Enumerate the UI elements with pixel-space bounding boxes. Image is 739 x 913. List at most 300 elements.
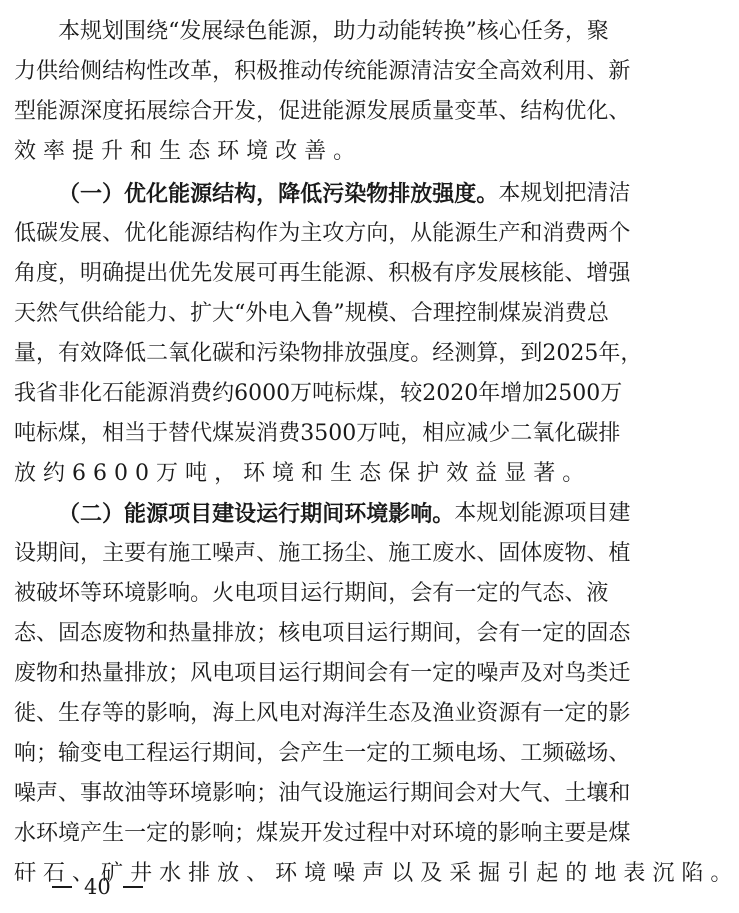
- text-char: 确: [102, 261, 125, 286]
- text-char: 、: [586, 541, 609, 566]
- text-char: 和: [301, 461, 331, 486]
- text-char: 展: [234, 261, 257, 286]
- text-char: 合: [410, 301, 433, 326]
- text-char: 有: [146, 541, 169, 566]
- text-char: 炭: [278, 821, 301, 846]
- text-char: 生: [330, 461, 360, 486]
- text-char: 发: [212, 261, 235, 286]
- heading-char: 建: [212, 501, 235, 527]
- text-char: 频: [432, 741, 455, 766]
- text-char: 结: [102, 59, 125, 84]
- text-char: 陷: [681, 861, 711, 886]
- text-char: 一: [344, 741, 367, 766]
- text-char: 增: [586, 261, 609, 286]
- text-char: 迁: [608, 661, 631, 686]
- text-char: 、: [102, 221, 125, 246]
- text-char: 固: [586, 621, 609, 646]
- text-char: 核: [476, 19, 499, 44]
- heading-char: （: [58, 501, 81, 527]
- text-char: 气: [300, 781, 323, 806]
- heading-char: 环: [344, 501, 367, 527]
- text-char: 变: [454, 99, 477, 124]
- page-footer: [40, 872, 155, 902]
- heading-char: 染: [344, 181, 367, 207]
- text-char: 态: [188, 139, 218, 164]
- text-char: 和: [234, 341, 257, 366]
- text-char: 。: [190, 581, 213, 606]
- text-char: 矸: [14, 861, 44, 886]
- text-char: 热: [168, 621, 191, 646]
- text-char: 水: [14, 821, 37, 846]
- text-char: 本: [454, 501, 477, 526]
- text-char: 存: [80, 701, 103, 726]
- text-char: 气: [520, 781, 543, 806]
- text-char: 壤: [586, 781, 609, 806]
- text-char: 型: [14, 99, 37, 124]
- text-char: 展: [388, 99, 411, 124]
- text-char: 模: [366, 301, 389, 326]
- text-char: 化: [146, 221, 169, 246]
- text-char: 极: [410, 261, 433, 286]
- text-char: 、: [36, 701, 59, 726]
- text-char: 消: [256, 421, 279, 446]
- text-char: 开: [300, 821, 323, 846]
- text-char: 期: [344, 581, 367, 606]
- text-char: 能: [124, 301, 147, 326]
- text-char: 氧: [532, 421, 555, 446]
- text-char: 起: [536, 861, 566, 886]
- text-char: ，: [311, 19, 334, 44]
- text-char: 2025: [542, 341, 599, 366]
- text-char: 务: [542, 19, 565, 44]
- text-char: 积: [234, 59, 257, 84]
- text-char: 合: [190, 99, 213, 124]
- text-line: [14, 54, 631, 90]
- text-char: 明: [80, 261, 103, 286]
- heading-char: 能: [168, 181, 191, 207]
- text-char: 响: [520, 821, 543, 846]
- text-line: [58, 496, 631, 532]
- text-char: 间: [366, 581, 389, 606]
- text-line: [14, 256, 631, 292]
- text-line: [14, 416, 621, 452]
- text-char: 设: [14, 541, 37, 566]
- text-char: 一: [542, 701, 565, 726]
- text-char: 、: [498, 99, 521, 124]
- text-char: 生: [102, 821, 125, 846]
- text-char: 及: [410, 701, 433, 726]
- text-char: 体: [520, 541, 543, 566]
- text-char: 约: [43, 461, 73, 486]
- text-char: ；: [256, 781, 279, 806]
- text-char: 电: [278, 701, 301, 726]
- text-char: 核: [278, 621, 301, 646]
- text-char: 标: [334, 381, 357, 406]
- text-char: 境: [124, 581, 147, 606]
- text-char: 海: [322, 701, 345, 726]
- text-char: 期: [410, 621, 433, 646]
- text-char: 年: [598, 341, 621, 366]
- text-char: 过: [344, 821, 367, 846]
- text-char: 定: [542, 621, 565, 646]
- text-char: 清: [410, 59, 433, 84]
- text-char: 响: [168, 581, 191, 606]
- text-char: 化: [190, 341, 213, 366]
- text-char: 度: [102, 99, 125, 124]
- text-char: 改: [275, 139, 305, 164]
- text-char: 表: [623, 861, 653, 886]
- text-char: 省: [36, 381, 59, 406]
- text-char: 物: [36, 661, 59, 686]
- text-char: 性: [146, 59, 169, 84]
- text-char: 电: [234, 581, 257, 606]
- text-char: 期: [322, 661, 345, 686]
- text-char: 采: [449, 861, 479, 886]
- text-char: 标: [36, 421, 59, 446]
- text-char: 优: [124, 221, 147, 246]
- text-char: 源: [388, 59, 411, 84]
- text-line: [14, 536, 631, 572]
- text-char: 会: [366, 661, 389, 686]
- text-char: ”: [465, 19, 477, 44]
- text-char: 和: [58, 661, 81, 686]
- text-char: 源: [542, 501, 565, 526]
- text-char: 的: [586, 701, 609, 726]
- text-char: 费: [564, 221, 587, 246]
- heading-char: ）: [102, 181, 125, 207]
- text-char: 效: [446, 461, 476, 486]
- text-char: 善: [304, 139, 334, 164]
- text-char: 电: [454, 741, 477, 766]
- text-char: 声: [362, 861, 392, 886]
- text-char: 要: [124, 541, 147, 566]
- page-number: 40: [84, 875, 111, 899]
- text-char: 频: [542, 741, 565, 766]
- text-char: 二: [146, 341, 169, 366]
- text-char: 影: [146, 581, 169, 606]
- text-char: 风: [190, 661, 213, 686]
- text-char: 吨: [312, 381, 335, 406]
- text-char: 的: [454, 661, 477, 686]
- text-char: 电: [212, 661, 235, 686]
- text-char: 定: [432, 661, 455, 686]
- text-char: 质: [410, 99, 433, 124]
- text-char: 构: [542, 99, 565, 124]
- text-char: 场: [476, 741, 499, 766]
- text-char: 碳: [212, 341, 235, 366]
- text-char: 影: [608, 701, 631, 726]
- text-char: 以: [391, 861, 421, 886]
- text-char: 色: [245, 19, 268, 44]
- text-line: [14, 296, 609, 332]
- text-char: 煤: [58, 421, 81, 446]
- text-char: ，: [378, 381, 401, 406]
- text-char: 加: [522, 381, 545, 406]
- text-char: 再: [278, 261, 301, 286]
- text-char: 噪: [212, 541, 235, 566]
- text-char: 本: [498, 181, 521, 206]
- text-char: 护: [417, 461, 447, 486]
- text-char: 会: [454, 781, 477, 806]
- text-char: 费: [190, 381, 213, 406]
- heading-char: 期: [300, 501, 323, 527]
- text-char: 环: [432, 821, 455, 846]
- text-char: 源: [146, 381, 169, 406]
- text-char: 、: [564, 581, 587, 606]
- text-char: 要: [564, 821, 587, 846]
- text-char: 然: [36, 301, 59, 326]
- text-char: 施: [168, 541, 191, 566]
- text-char: 划: [102, 19, 125, 44]
- text-char: ，: [212, 59, 235, 84]
- text-char: 放: [344, 341, 367, 366]
- text-char: 影: [212, 781, 235, 806]
- text-char: 、: [72, 861, 102, 886]
- text-char: 对: [410, 821, 433, 846]
- text-char: 设: [322, 781, 345, 806]
- text-char: 主: [542, 821, 565, 846]
- text-char: 大: [212, 301, 235, 326]
- text-char: 资: [476, 701, 499, 726]
- text-char: 煤: [212, 421, 235, 446]
- text-char: 相: [422, 421, 445, 446]
- text-char: 排: [322, 341, 345, 366]
- text-char: 为: [278, 221, 301, 246]
- text-char: 深: [80, 99, 103, 124]
- text-char: 源: [454, 221, 477, 246]
- text-char: 化: [554, 421, 577, 446]
- text-char: 目: [586, 501, 609, 526]
- text-char: 声: [234, 541, 257, 566]
- text-char: 态: [359, 461, 389, 486]
- text-char: 染: [278, 341, 301, 366]
- text-char: 行: [388, 621, 411, 646]
- text-char: 主: [300, 221, 323, 246]
- text-char: 对: [300, 701, 323, 726]
- text-char: 沉: [652, 861, 682, 886]
- text-char: 费: [564, 301, 587, 326]
- footer-dash-left: [52, 886, 72, 888]
- text-char: 作: [256, 221, 279, 246]
- text-char: 排: [598, 421, 621, 446]
- text-char: 力: [146, 301, 169, 326]
- heading-char: 境: [366, 501, 389, 527]
- text-char: 矿: [101, 861, 131, 886]
- text-char: 类: [586, 661, 609, 686]
- text-char: 侧: [80, 59, 103, 84]
- text-char: 破: [36, 581, 59, 606]
- text-char: 排: [212, 621, 235, 646]
- text-char: 构: [124, 59, 147, 84]
- heading-char: 优: [124, 181, 147, 207]
- text-char: 定: [146, 821, 169, 846]
- text-char: 展: [146, 99, 169, 124]
- text-char: 制: [476, 301, 499, 326]
- text-char: 生: [322, 741, 345, 766]
- text-char: 一: [454, 581, 477, 606]
- text-char: 控: [454, 301, 477, 326]
- text-char: 扩: [190, 301, 213, 326]
- text-char: 外: [245, 301, 268, 326]
- text-char: 度: [388, 341, 411, 366]
- text-char: 间: [234, 741, 257, 766]
- text-char: 效: [520, 59, 543, 84]
- text-char: 能: [520, 501, 543, 526]
- text-char: 率: [43, 139, 73, 164]
- text-char: 、: [366, 261, 389, 286]
- text-char: 工: [190, 541, 213, 566]
- text-char: 运: [168, 741, 191, 766]
- text-char: 规: [520, 181, 543, 206]
- text-char: 年: [478, 381, 501, 406]
- text-char: 开: [212, 99, 235, 124]
- text-char: 间: [432, 781, 455, 806]
- text-char: 量: [432, 99, 455, 124]
- text-char: 入: [289, 301, 312, 326]
- text-char: “: [234, 301, 246, 326]
- text-char: ；: [256, 621, 279, 646]
- text-char: 。: [333, 139, 363, 164]
- heading-char: 度: [454, 181, 477, 207]
- text-char: 境: [304, 861, 334, 886]
- text-char: 我: [14, 381, 37, 406]
- text-char: 2020: [422, 381, 479, 406]
- heading-char: 运: [256, 501, 279, 527]
- heading-char: 行: [278, 501, 301, 527]
- text-char: 、: [246, 861, 276, 886]
- heading-char: 。: [432, 501, 455, 527]
- text-char: ，: [498, 341, 521, 366]
- text-char: 洋: [344, 701, 367, 726]
- text-char: 运: [366, 621, 389, 646]
- text-char: 植: [608, 541, 631, 566]
- text-char: 的: [388, 741, 411, 766]
- text-char: 有: [498, 621, 521, 646]
- text-char: 环: [275, 861, 305, 886]
- text-char: 生: [300, 261, 323, 286]
- text-char: 项: [234, 661, 257, 686]
- text-char: 一: [124, 821, 147, 846]
- text-char: 境: [272, 461, 302, 486]
- text-char: 全: [476, 59, 499, 84]
- text-char: 划: [542, 181, 565, 206]
- text-char: 鲁: [311, 301, 334, 326]
- text-char: 运: [278, 661, 301, 686]
- text-char: 规: [344, 301, 367, 326]
- text-char: 改: [168, 59, 191, 84]
- text-line: [14, 696, 631, 732]
- text-char: 对: [476, 781, 499, 806]
- text-char: 引: [507, 861, 537, 886]
- text-char: 量: [14, 341, 37, 366]
- text-char: 输: [58, 741, 81, 766]
- text-char: 坏: [58, 581, 81, 606]
- text-char: 展: [80, 221, 103, 246]
- text-char: 运: [300, 581, 323, 606]
- text-char: 安: [454, 59, 477, 84]
- heading-char: 目: [190, 501, 213, 527]
- text-char: 能: [124, 381, 147, 406]
- text-char: 方: [344, 221, 367, 246]
- text-char: 放: [14, 461, 44, 486]
- text-char: 主: [102, 541, 125, 566]
- text-char: 期: [410, 781, 433, 806]
- text-char: 进: [300, 99, 323, 124]
- text-char: 煤: [608, 821, 631, 846]
- text-char: 响: [234, 781, 257, 806]
- text-char: 放: [146, 661, 169, 686]
- text-char: 声: [498, 661, 521, 686]
- text-line: [58, 176, 631, 212]
- text-char: 革: [476, 99, 499, 124]
- text-char: 间: [58, 541, 81, 566]
- text-char: 项: [256, 581, 279, 606]
- text-char: 石: [102, 381, 125, 406]
- text-char: 两: [586, 221, 609, 246]
- text-char: 传: [322, 59, 345, 84]
- text-char: 影: [190, 821, 213, 846]
- text-char: 事: [80, 781, 103, 806]
- text-char: 、: [388, 301, 411, 326]
- text-char: 有: [388, 661, 411, 686]
- text-char: 环: [168, 781, 191, 806]
- text-char: ，: [214, 461, 244, 486]
- heading-char: 物: [366, 181, 389, 207]
- text-char: 效: [14, 139, 44, 164]
- text-char: 气: [58, 301, 81, 326]
- text-char: ，: [256, 741, 279, 766]
- text-char: 及: [420, 861, 450, 886]
- text-char: 能: [542, 261, 565, 286]
- heading-char: 设: [234, 501, 257, 527]
- heading-char: 响: [410, 501, 433, 527]
- heading-char: 二: [80, 501, 103, 527]
- text-char: 源: [190, 221, 213, 246]
- text-char: 煤: [256, 821, 279, 846]
- text-char: 洁: [608, 181, 631, 206]
- text-char: ，: [58, 261, 81, 286]
- text-char: 地: [594, 861, 624, 886]
- text-char: 间: [432, 621, 455, 646]
- text-char: 算: [476, 341, 499, 366]
- text-char: 等: [80, 581, 103, 606]
- text-char: 和: [146, 621, 169, 646]
- text-char: 态: [80, 621, 103, 646]
- text-char: 二: [510, 421, 533, 446]
- text-char: 转: [421, 19, 444, 44]
- text-char: 源: [289, 19, 312, 44]
- text-char: 声: [36, 781, 59, 806]
- text-char: 。: [410, 341, 433, 366]
- text-char: 环: [243, 461, 273, 486]
- text-char: 被: [14, 581, 37, 606]
- text-char: 目: [344, 621, 367, 646]
- footer-dash-right: [123, 886, 143, 888]
- text-char: 工: [300, 541, 323, 566]
- text-char: 展: [201, 19, 224, 44]
- text-char: 极: [256, 59, 279, 84]
- text-char: 能: [322, 261, 345, 286]
- text-char: 消: [542, 221, 565, 246]
- text-char: 益: [475, 461, 505, 486]
- text-char: 发: [476, 261, 499, 286]
- text-line: [14, 94, 631, 130]
- heading-char: 放: [410, 181, 433, 207]
- text-char: 态: [388, 701, 411, 726]
- text-char: 积: [388, 261, 411, 286]
- text-char: ；: [234, 821, 257, 846]
- text-char: 万: [156, 461, 186, 486]
